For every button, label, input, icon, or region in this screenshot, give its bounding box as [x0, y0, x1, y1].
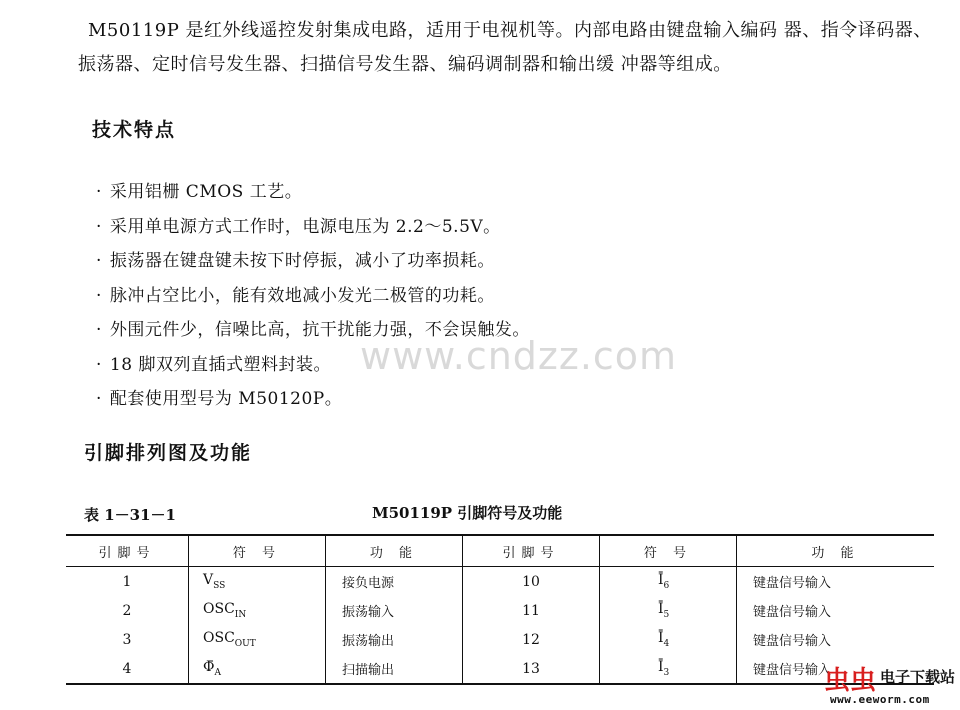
pin-symbol — [600, 654, 737, 684]
pin-function-text: 键盘信号输入 — [753, 663, 832, 678]
pin-symbol-text: Ī — [658, 659, 664, 676]
pin-symbol — [600, 567, 737, 597]
pins-heading: 引脚排列图及功能 — [84, 442, 253, 464]
pin-symbol-subscript: OUT — [234, 638, 256, 649]
header-symbol: 符 号 — [189, 535, 326, 567]
pin-symbol-text: Ī — [658, 630, 664, 647]
pin-symbol — [600, 596, 737, 625]
pin-function — [737, 625, 935, 654]
pin-number-text: 2 — [122, 602, 132, 619]
pin-symbol-subscript: 6 — [663, 580, 670, 591]
pin-number-text: 4 — [122, 660, 132, 677]
pin-function-text: 键盘信号输入 — [753, 605, 832, 620]
header-pin: 引脚号 — [463, 535, 600, 567]
pin-function-text: 键盘信号输入 — [753, 634, 832, 649]
feature-item: · 采用单电源方式工作时，电源电压为 2.2～5.5V。 — [96, 210, 530, 245]
header-symbol: 符 号 — [600, 535, 737, 567]
pin-symbol-subscript: SS — [213, 580, 226, 591]
pin-symbol-text: OSC — [203, 601, 235, 618]
pin-number-text: 13 — [522, 660, 540, 677]
pin-number — [66, 625, 189, 654]
logo-mark: 虫虫 — [824, 666, 877, 696]
pin-function-text: 键盘信号输入 — [753, 576, 832, 591]
pin-number — [66, 654, 189, 684]
pin-function-text: 振荡输出 — [342, 634, 395, 649]
pin-function — [326, 625, 463, 654]
pin-number — [66, 567, 189, 597]
pin-symbol-text: Ī — [658, 601, 664, 618]
pin-number — [66, 596, 189, 625]
pin-function-text: 扫描输出 — [342, 663, 395, 678]
table-header-row — [66, 535, 934, 567]
feature-item: · 18 脚双列直插式塑料封装。 — [96, 348, 530, 383]
table-row — [66, 596, 934, 625]
features-heading: 技术特点 — [92, 119, 177, 141]
pin-function — [326, 596, 463, 625]
pin-symbol-subscript: 5 — [663, 609, 670, 620]
table-row — [66, 567, 934, 597]
feature-item: · 外围元件少，信噪比高，抗干扰能力强，不会误触发。 — [96, 313, 530, 348]
header-function: 功 能 — [326, 535, 463, 567]
pin-symbol — [189, 654, 326, 684]
pin-number-text: 12 — [522, 631, 540, 648]
pin-number-text: 11 — [522, 602, 540, 619]
pin-number — [463, 596, 600, 625]
table-row — [66, 625, 934, 654]
pin-function — [737, 596, 935, 625]
feature-item: · 振荡器在键盘键未按下时停振，减小了功率损耗。 — [96, 244, 530, 279]
pin-symbol-text: Φ̄ — [203, 659, 215, 676]
pin-symbol — [189, 625, 326, 654]
pin-symbol-text: OSC — [203, 630, 235, 647]
header-function: 功 能 — [737, 535, 935, 567]
pin-function — [326, 654, 463, 684]
pin-symbol — [189, 596, 326, 625]
table-caption: M50119P 引脚符号及功能 — [372, 504, 563, 522]
pin-symbol — [600, 625, 737, 654]
pin-number — [463, 654, 600, 684]
pin-number-text: 1 — [122, 573, 132, 590]
logo-url: www.eeworm.com — [830, 693, 930, 706]
pin-number-text: 3 — [122, 631, 132, 648]
pin-number — [463, 567, 600, 597]
pin-symbol-text: V — [203, 572, 214, 589]
pin-function-text: 接负电源 — [342, 576, 395, 591]
pin-symbol-subscript: 3 — [663, 667, 670, 678]
logo-name: 电子下载站 — [880, 668, 956, 686]
pin-symbol-subscript: IN — [234, 609, 247, 620]
table-row — [66, 654, 934, 684]
header-pin: 引脚号 — [66, 535, 189, 567]
pin-number-text: 10 — [522, 573, 540, 590]
pin-symbol-subscript: 4 — [663, 638, 670, 649]
feature-item: · 配套使用型号为 M50120P。 — [96, 382, 530, 417]
feature-item: · 采用铝栅 CMOS 工艺。 — [96, 175, 530, 210]
pin-function — [326, 567, 463, 597]
features-list — [96, 175, 530, 417]
pin-function-text: 振荡输入 — [342, 605, 395, 620]
intro-paragraph: M50119P 是红外线遥控发射集成电路，适用于电视机等。内部电路由键盘输入编码 器、指令译码器、振荡器、定时信号发生器、扫描信号发生器、编码调制器和输出缓 冲器等组成。 — [78, 20, 932, 75]
watermark: www.cndzz.com — [360, 334, 678, 378]
pin-symbol-text: Ī — [658, 572, 664, 589]
pin-symbol-subscript: A — [214, 667, 221, 678]
pin-symbol — [189, 567, 326, 597]
pin-function — [737, 567, 935, 597]
pin-function-table — [66, 534, 934, 685]
table-number: 表 1－31－1 — [84, 506, 176, 524]
pin-number — [463, 625, 600, 654]
feature-item: · 脉冲占空比小，能有效地减小发光二极管的功耗。 — [96, 279, 530, 314]
